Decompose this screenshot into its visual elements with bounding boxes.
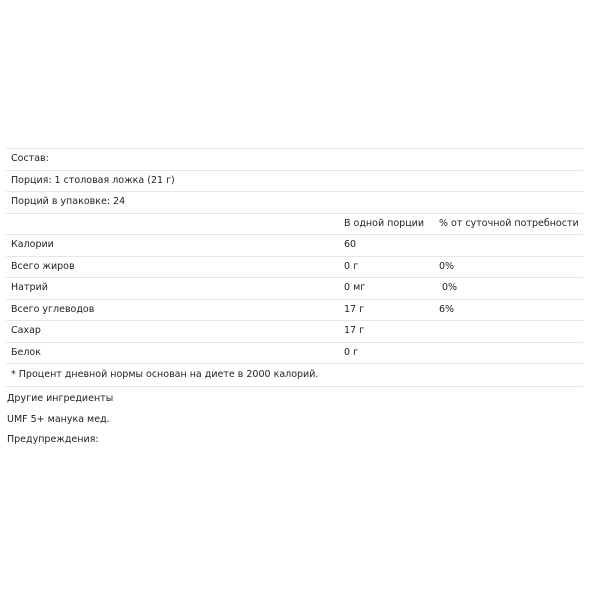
servings-per-container-row bbox=[6, 192, 583, 214]
serving-size: Порция: 1 столовая ложка (21 г) bbox=[11, 174, 175, 186]
warnings-title: Предупреждения: bbox=[7, 434, 99, 445]
per-serving-header: В одной порции bbox=[344, 217, 425, 229]
nutrient-amount: 0 мг bbox=[344, 282, 366, 293]
nutrient-name: Калории bbox=[11, 239, 54, 250]
nutrient-name: Всего углеводов bbox=[11, 303, 95, 315]
table-header-row bbox=[6, 214, 583, 236]
daily-value-footnote: * Процент дневной нормы основан на диете в 2000 калорий. bbox=[11, 369, 319, 380]
nutrient-daily-value: 0% bbox=[442, 282, 458, 293]
nutrient-name: Натрий bbox=[11, 282, 48, 293]
nutrient-amount: 17 г bbox=[344, 303, 365, 315]
daily-value-header: % от суточной потребности bbox=[439, 217, 579, 229]
composition-label: Состав: bbox=[11, 153, 49, 164]
nutrient-amount: 0 г bbox=[344, 346, 359, 358]
nutrient-amount: 60 bbox=[344, 239, 357, 250]
nutrient-name: Белок bbox=[11, 346, 41, 358]
other-ingredients-title: Другие ингредиенты bbox=[7, 393, 114, 404]
footnote-row bbox=[6, 364, 583, 387]
table-row bbox=[6, 321, 583, 343]
composition-row bbox=[6, 149, 583, 171]
other-ingredients-section bbox=[6, 389, 583, 451]
table-row bbox=[6, 235, 583, 257]
nutrient-amount: 0 г bbox=[344, 260, 359, 272]
nutrient-amount: 17 г bbox=[344, 325, 365, 336]
nutrient-name: Сахар bbox=[11, 325, 41, 336]
table-row bbox=[6, 343, 583, 365]
nutrient-daily-value: 0% bbox=[439, 260, 455, 272]
nutrient-daily-value: 6% bbox=[439, 303, 455, 315]
supplement-facts-table bbox=[6, 148, 583, 387]
table-row bbox=[6, 300, 583, 322]
serving-size-row bbox=[6, 171, 583, 193]
table-row bbox=[6, 257, 583, 279]
nutrient-name: Всего жиров bbox=[11, 260, 75, 272]
table-row bbox=[6, 278, 583, 300]
servings-per-container: Порций в упаковке: 24 bbox=[11, 196, 126, 207]
other-ingredients-text: UMF 5+ манука мед. bbox=[7, 413, 110, 425]
